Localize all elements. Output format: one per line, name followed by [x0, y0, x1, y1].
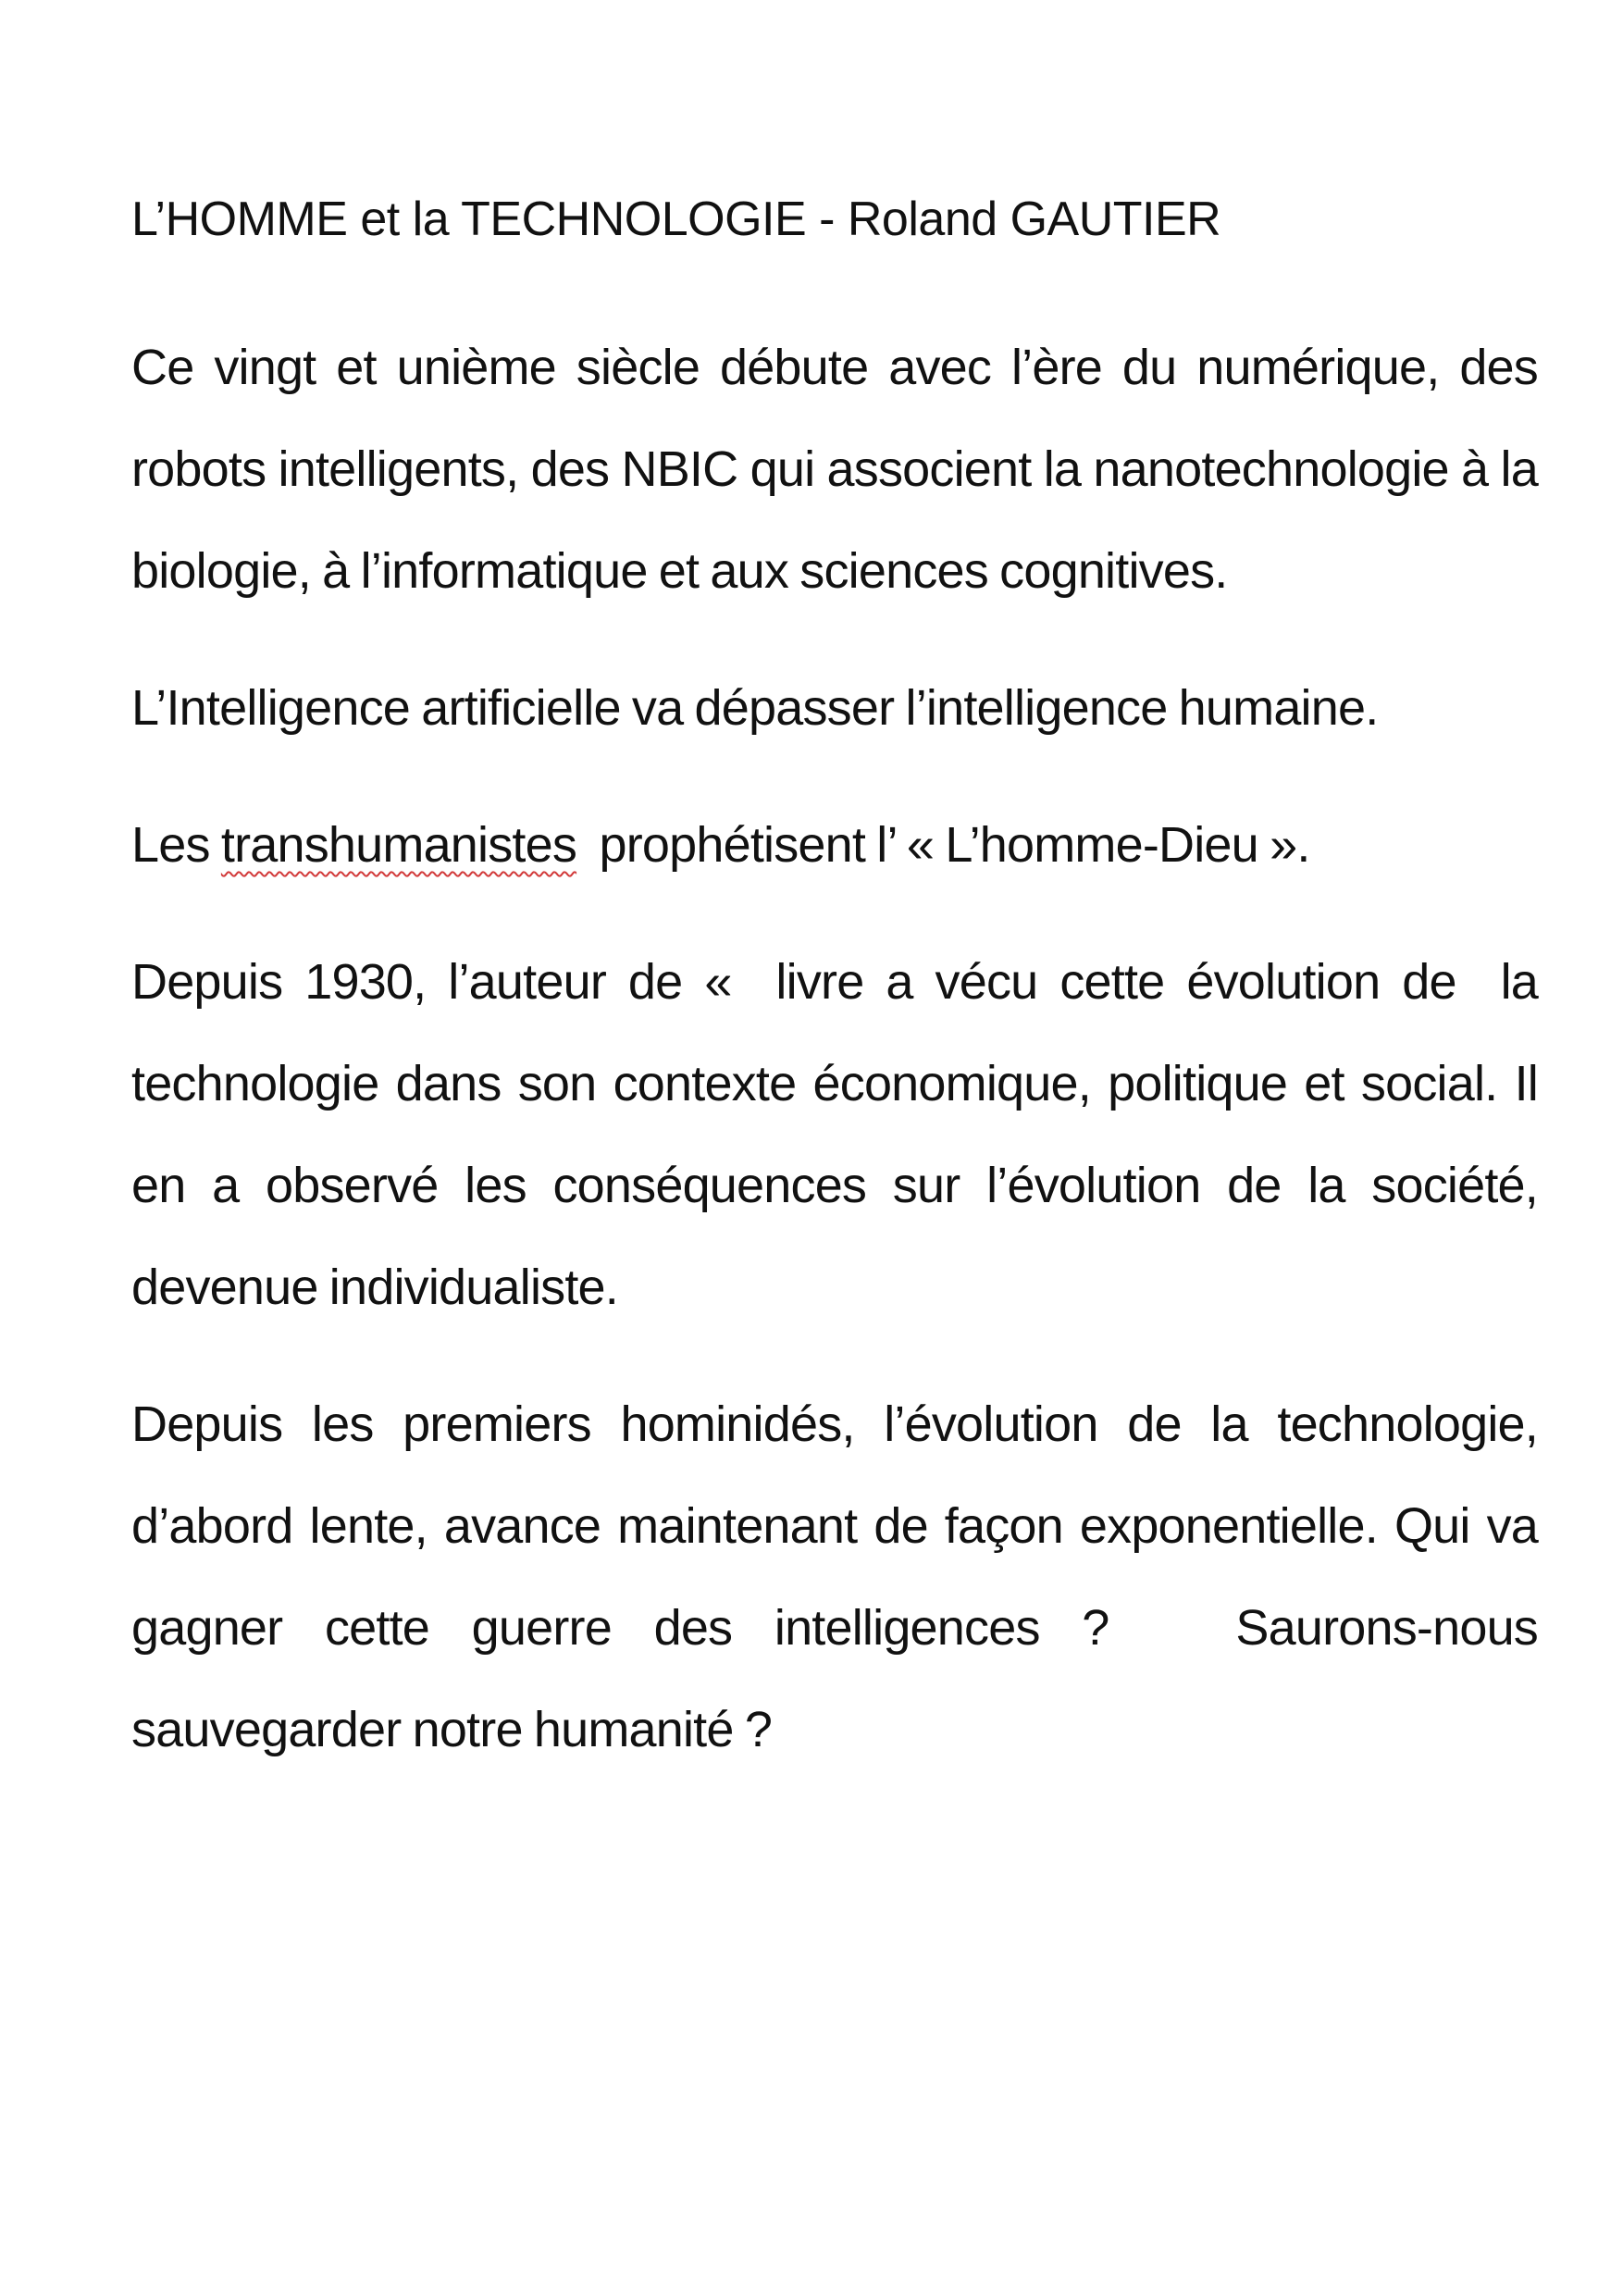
spellcheck-flagged-word: transhumanistes [220, 817, 577, 873]
paragraph-depuis-1930: Depuis 1930, l’auteur de « livre a vécu cette évolution de la technologie dans son contexte économique, politique et social. Il en a observé les conséquences sur l’évolution de la société, devenue individualiste. [131, 954, 1550, 1315]
paragraph-numerique: Ce vingt et unième siècle débute avec l’ère du numérique, des robots intelligents, des NBIC qui associent la nanotechnologie à la biologie, à l’informatique et aux sciences cognitives. [131, 340, 1538, 599]
paragraph-transhumanistes-end: prophétisent l’ « L’homme-Dieu ». [576, 817, 1310, 873]
document-body [131, 190, 1550, 1816]
document-title: L’HOMME et la TECHNOLOGIE - Roland GAUTIER [131, 192, 1221, 246]
paragraph-hominides: Depuis les premiers hominidés, l’évolution de la technologie, d’abord lente, avance maintenant de façon exponentielle. Qui va gagner cette guerre des intelligences ? Saurons-nous sauvegarder notre humanité ? [131, 1396, 1550, 1757]
paragraph-transhumanistes-start: Les [131, 817, 221, 873]
paragraph-transhumanistes [131, 794, 1538, 896]
paragraph-intelligence-artificielle: L’Intelligence artificielle va dépasser l’intelligence humaine. [131, 680, 1379, 736]
